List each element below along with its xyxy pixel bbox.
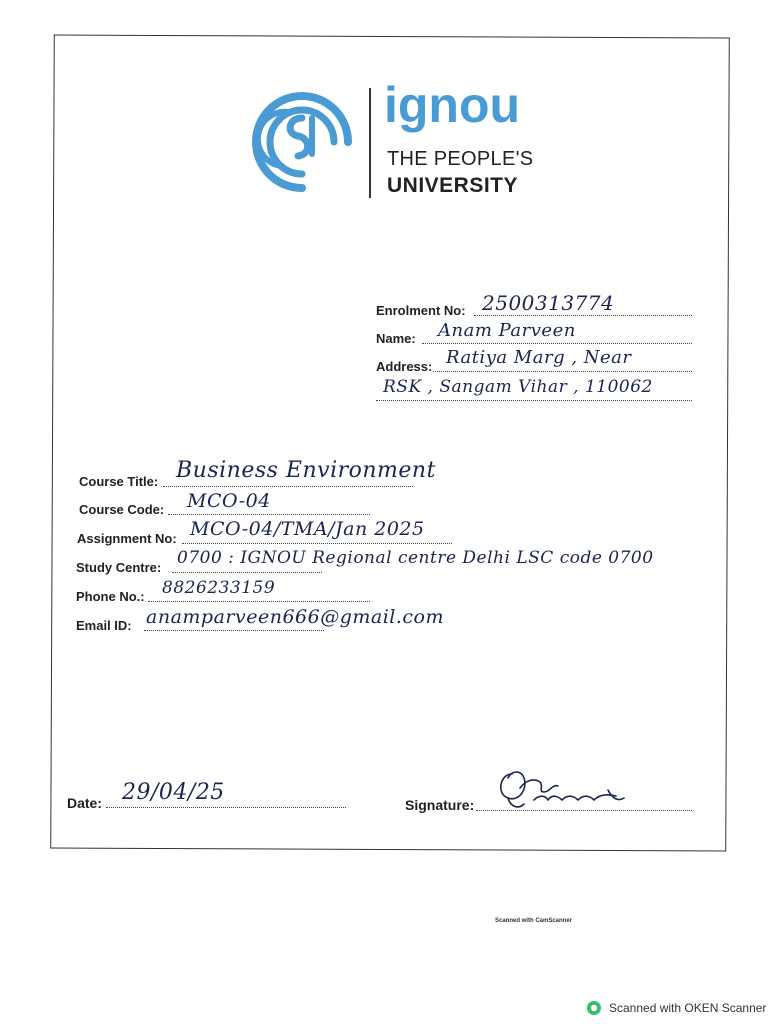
date-dotted-line [106,807,346,808]
brand-name: ignou [384,77,521,133]
logo-divider [369,88,371,198]
name-value: Anam Parveen [438,320,576,341]
email-dotted-line [144,630,324,631]
course-title-label: Course Title: [79,474,159,489]
address-label: Address: [376,359,433,374]
date-label: Date: [67,795,103,811]
signature-label: Signature: [405,797,475,813]
name-label: Name: [376,331,416,346]
study-centre-dotted-line [172,572,322,573]
name-dotted-line [422,343,692,344]
address-line2-value: RSK , Sangam Vihar , 110062 [383,377,653,397]
email-label: Email ID: [76,618,132,633]
address-line1-value: Ratiya Marg , Near [446,347,632,368]
course-title-dotted-line [163,486,413,487]
ignou-emblem-icon [238,88,366,200]
scanner-watermark [586,1000,766,1016]
address-dotted-line-1 [433,371,692,372]
ignou-logo [238,77,548,203]
course-title-value: Business Environment [176,458,436,483]
assignment-no-value: MCO-04/TMA/Jan 2025 [190,518,425,540]
phone-dotted-line [148,601,370,602]
date-value: 29/04/25 [122,780,225,805]
course-code-dotted-line [168,514,370,515]
enrolment-value: 2500313774 [482,291,615,315]
camscanner-note: Scanned with CamScanner [495,918,573,924]
enrolment-label: Enrolment No: [376,303,466,318]
brand-tagline-line2: UNIVERSITY [387,174,519,197]
study-centre-label: Study Centre: [76,560,162,575]
course-code-value: MCO-04 [187,490,271,512]
phone-label: Phone No.: [76,589,145,604]
brand-tagline-line1: THE PEOPLE'S [387,148,534,170]
phone-value: 8826233159 [162,578,276,598]
scanner-watermark-text: Scanned with OKEN Scanner [609,1001,767,1015]
course-code-label: Course Code: [79,502,165,517]
enrolment-dotted-line [474,315,692,316]
address-dotted-line-2 [376,400,692,401]
assignment-no-label: Assignment No: [77,531,177,546]
study-centre-value: 0700 : IGNOU Regional centre Delhi LSC code 0700 [177,548,654,568]
scanner-logo-icon [586,1000,602,1016]
assignment-no-dotted-line [182,543,452,544]
email-value: anamparveen666@gmail.com [146,606,445,628]
handwritten-signature [490,760,630,816]
